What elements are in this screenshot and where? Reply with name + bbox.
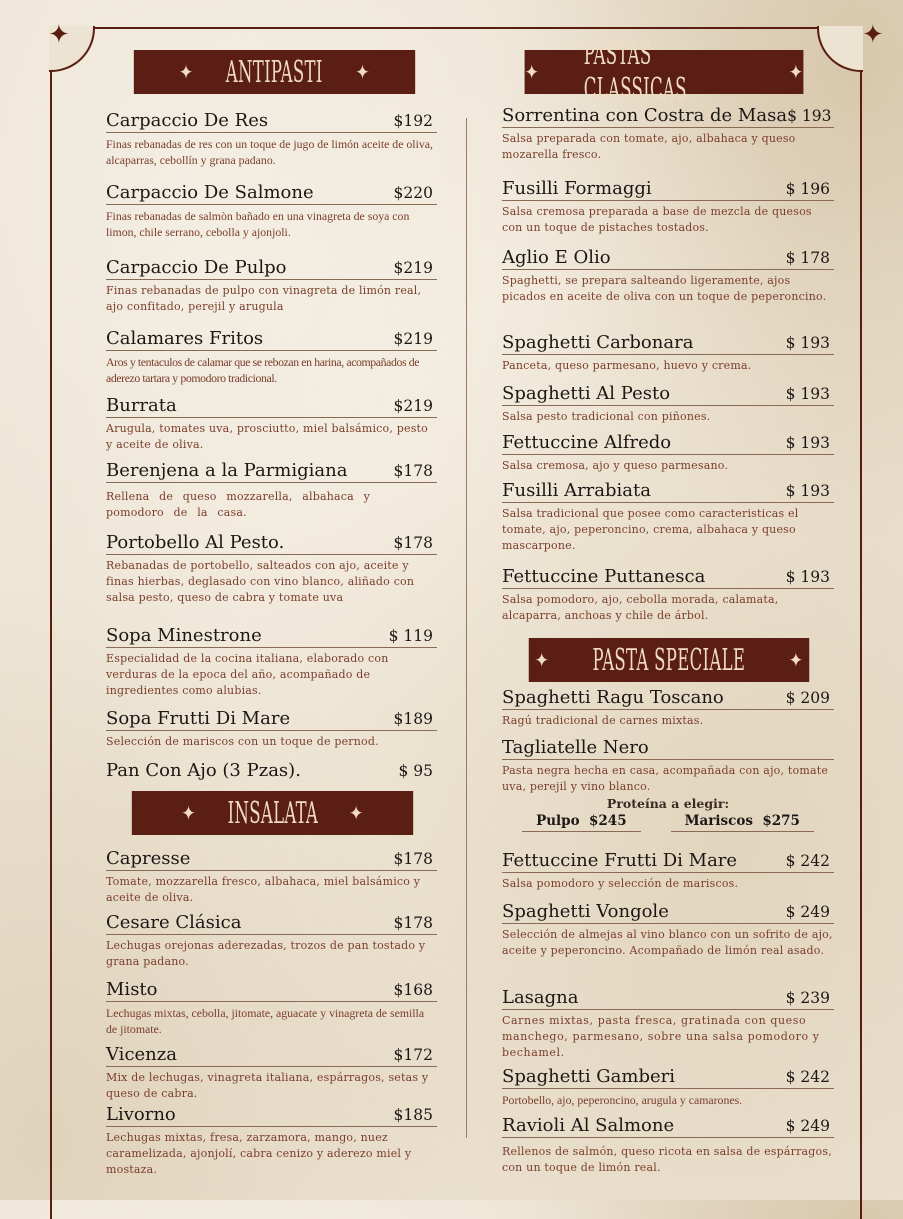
item-name: Sopa Frutti Di Mare <box>106 708 291 729</box>
item-name: Fusilli Formaggi <box>502 178 652 199</box>
menu-item <box>502 901 834 959</box>
menu-item <box>502 178 834 236</box>
item-description: Salsa pomodoro y selección de mariscos. <box>502 877 739 890</box>
menu-item <box>502 480 834 554</box>
item-price: $189 <box>393 710 433 728</box>
item-price: $ 193 <box>785 568 830 586</box>
item-name: Carpaccio De Salmone <box>106 182 314 203</box>
item-description: Arugula, tomates uva, prosciutto, miel balsámico, pesto y aceite de oliva. <box>106 422 428 451</box>
item-description: Salsa cremosa preparada a base de mezcla de quesos con un toque de pistaches tostados. <box>502 205 812 234</box>
protein-option-pulpo <box>522 813 641 832</box>
item-price: $178 <box>393 850 433 868</box>
column-divider <box>466 118 467 1138</box>
item-description: Tomate, mozzarella fresco, albahaca, miel balsámico y aceite de oliva. <box>106 875 421 904</box>
menu-item <box>502 737 834 832</box>
star-ornament-icon: ✦ <box>788 649 804 672</box>
item-price: $219 <box>393 259 433 277</box>
item-price: $168 <box>393 981 433 999</box>
item-price: $192 <box>393 112 433 130</box>
item-price: $ 178 <box>785 249 830 267</box>
menu-item <box>106 1044 437 1102</box>
star-ornament-icon: ✦ <box>524 61 540 84</box>
item-description: Finas rebanadas de pulpo con vinagreta de limón real, ajo confitado, perejil y arugula <box>106 284 422 313</box>
item-name: Carpaccio De Res <box>106 110 269 131</box>
item-name: Tagliatelle Nero <box>502 737 649 758</box>
item-description: Selección de almejas al vino blanco con un sofrito de ajo, aceite y peperoncino. Acompañado de limón real asado. <box>502 928 833 957</box>
item-description: Portobello, ajo, peperoncino, arugula y camarones. <box>502 1093 743 1107</box>
item-price: $ 242 <box>785 1068 830 1086</box>
item-name: Lasagna <box>502 987 579 1008</box>
item-price: $ 209 <box>785 689 830 707</box>
star-ornament-icon: ✦ <box>788 61 804 84</box>
section-title: PASTAS CLASSICAS <box>583 37 688 107</box>
item-price: $ 193 <box>785 482 830 500</box>
star-ornament-icon: ✦ <box>178 61 194 84</box>
menu-item <box>106 760 437 782</box>
star-ornament-icon: ✦ <box>181 802 197 825</box>
item-name: Fusilli Arrabiata <box>502 480 651 501</box>
item-name: Portobello Al Pesto. <box>106 532 285 553</box>
protein-name: Mariscos <box>684 813 753 829</box>
item-price: $ 193 <box>785 434 830 452</box>
item-description: Ragú tradicional de carnes mixtas. <box>502 714 704 727</box>
menu-item <box>106 708 437 750</box>
menu-item <box>502 432 834 474</box>
item-price: $ 249 <box>785 1117 830 1135</box>
item-price: $ 95 <box>398 762 433 780</box>
menu-item <box>106 532 437 606</box>
menu-item <box>502 247 834 305</box>
item-name: Cesare Clásica <box>106 912 242 933</box>
item-price: $220 <box>393 184 433 202</box>
item-description: Spaghetti, se prepara salteando ligeramente, ajos picados en aceite de oliva con un toque de peperoncino. <box>502 274 827 303</box>
item-description: Mix de lechugas, vinagreta italiana, espárragos, setas y queso de cabra. <box>106 1071 429 1100</box>
menu-item <box>106 848 437 906</box>
item-price: $ 119 <box>388 627 433 645</box>
section-title: INSALATA <box>227 795 318 831</box>
item-price: $178 <box>393 534 433 552</box>
item-name: Spaghetti Carbonara <box>502 332 694 353</box>
menu-item <box>106 1104 437 1178</box>
item-price: $ 196 <box>785 180 830 198</box>
item-price: $172 <box>393 1046 433 1064</box>
menu-item <box>106 979 437 1037</box>
menu-item <box>106 625 437 699</box>
protein-label: Proteína a elegir: <box>606 796 730 811</box>
item-price: $ 193 <box>785 334 830 352</box>
item-description: Carnes mixtas, pasta fresca, gratinada con queso manchego, parmesano, sobre una salsa pomodoro y bechamel. <box>502 1014 820 1059</box>
star-ornament-icon: ✦ <box>355 61 371 84</box>
section-banner-antipasti <box>134 50 415 94</box>
item-price: $ 239 <box>785 989 830 1007</box>
star-ornament-icon: ✦ <box>348 802 364 825</box>
item-description: Rellenos de salmón, queso ricota en salsa de espárragos, con un toque de limón real. <box>502 1145 832 1174</box>
item-price: $219 <box>393 330 433 348</box>
item-price: $ 193 <box>787 107 832 125</box>
item-name: Fettuccine Puttanesca <box>502 566 706 587</box>
star-ornament-icon: ✦ <box>48 20 70 50</box>
menu-item <box>106 912 437 970</box>
section-title: ANTIPASTI <box>226 54 323 90</box>
frame-corner-top-right <box>817 26 863 72</box>
item-description: Salsa pomodoro, ajo, cebolla morada, calamata, alcaparra, anchoas y chile de árbol. <box>502 593 779 622</box>
menu-item <box>502 1066 834 1108</box>
item-description: Salsa tradicional que posee como caracteristicas el tomate, ajo, peperoncino, crema, albahaca y queso mascarpone. <box>502 507 799 552</box>
item-description: Panceta, queso parmesano, huevo y crema. <box>502 359 752 372</box>
menu-item <box>502 1115 834 1176</box>
item-description: Lechugas orejonas aderezadas, trozos de pan tostado y grana padano. <box>106 939 426 968</box>
protein-price: $275 <box>762 813 800 829</box>
item-name: Livorno <box>106 1104 176 1125</box>
item-name: Calamares Fritos <box>106 328 264 349</box>
menu-item <box>106 182 437 240</box>
item-name: Carpaccio De Pulpo <box>106 257 287 278</box>
menu-item <box>502 332 834 374</box>
section-banner-pastas-classicas <box>524 37 804 107</box>
menu-item <box>106 395 437 453</box>
item-description: Rebanadas de portobello, salteados con ajo, aceite y finas hierbas, deglasado con vino blanco, aliñado con salsa pesto, queso de cabra y tomate uva <box>106 559 415 604</box>
protein-option-mariscos <box>671 813 814 832</box>
item-description: Salsa cremosa, ajo y queso parmesano. <box>502 459 729 472</box>
item-name: Pan Con Ajo (3 Pzas). <box>106 760 301 781</box>
section-banner-pasta-speciale <box>529 638 810 682</box>
item-name: Spaghetti Vongole <box>502 901 669 922</box>
menu-item <box>502 383 834 425</box>
item-price: $219 <box>393 397 433 415</box>
item-description: Selección de mariscos con un toque de pernod. <box>106 735 379 748</box>
protein-options <box>502 813 834 832</box>
protein-price: $245 <box>589 813 627 829</box>
item-description: Aros y tentaculos de calamar que se rebozan en harina, acompañados de aderezo tartara y pomodoro tradicional. <box>106 355 420 385</box>
item-name: Berenjena a la Parmigiana <box>106 460 348 481</box>
item-description: Salsa preparada con tomate, ajo, albahaca y queso mozarella fresco. <box>502 132 796 161</box>
star-ornament-icon: ✦ <box>862 20 884 50</box>
menu-item <box>502 850 834 892</box>
menu-item <box>502 566 834 624</box>
item-name: Fettuccine Alfredo <box>502 432 672 453</box>
item-price: $185 <box>393 1106 433 1124</box>
star-ornament-icon: ✦ <box>534 649 550 672</box>
item-description: Pasta negra hecha en casa, acompañada con ajo, tomate uva, perejil y vino blanco. <box>502 764 829 793</box>
item-name: Misto <box>106 979 158 1000</box>
item-description: Lechugas mixtas, cebolla, jitomate, aguacate y vinagreta de semilla de jitomate. <box>106 1006 425 1036</box>
item-name: Burrata <box>106 395 177 416</box>
item-price: $178 <box>393 914 433 932</box>
menu-item <box>502 687 834 729</box>
item-price: $178 <box>393 462 433 480</box>
menu-item <box>502 105 834 163</box>
item-description: Lechugas mixtas, fresa, zarzamora, mango, nuez caramelizada, ajonjolí, cabra cenizo y aderezo miel y mostaza. <box>106 1131 412 1176</box>
menu-item <box>502 987 834 1061</box>
item-description: Finas rebanadas de salmòn bañado en una vinagreta de soya con limon, chile serrano, cebolla y ajonjoli. <box>106 209 410 239</box>
item-description: Rellena de queso mozzarella, albahaca y pomodoro de la casa. <box>106 490 371 519</box>
item-name: Fettuccine Frutti Di Mare <box>502 850 738 871</box>
item-price: $ 242 <box>785 852 830 870</box>
item-description: Finas rebanadas de res con un toque de jugo de limón aceite de oliva, alcaparras, cebollín y grana padano. <box>106 137 433 167</box>
item-description: Especialidad de la cocina italiana, elaborado con verduras de la epoca del año, acompañado de ingredientes como alubias. <box>106 652 389 697</box>
item-name: Ravioli Al Salmone <box>502 1115 675 1136</box>
item-name: Sopa Minestrone <box>106 625 262 646</box>
menu-item <box>106 110 437 168</box>
item-price: $ 249 <box>785 903 830 921</box>
menu-item <box>106 328 437 386</box>
item-name: Sorrentina con Costra de Masa <box>502 105 788 126</box>
item-name: Spaghetti Ragu Toscano <box>502 687 724 708</box>
menu-item <box>106 460 437 521</box>
section-title: PASTA SPECIALE <box>592 642 746 678</box>
item-name: Vicenza <box>106 1044 177 1065</box>
item-name: Spaghetti Al Pesto <box>502 383 671 404</box>
menu-item <box>106 257 437 315</box>
item-description: Salsa pesto tradicional con piñones. <box>502 410 711 423</box>
section-banner-insalata <box>132 791 413 835</box>
protein-name: Pulpo <box>536 813 580 829</box>
item-name: Spaghetti Gamberi <box>502 1066 676 1087</box>
item-price: $ 193 <box>785 385 830 403</box>
item-name: Capresse <box>106 848 191 869</box>
item-name: Aglio E Olio <box>502 247 611 268</box>
